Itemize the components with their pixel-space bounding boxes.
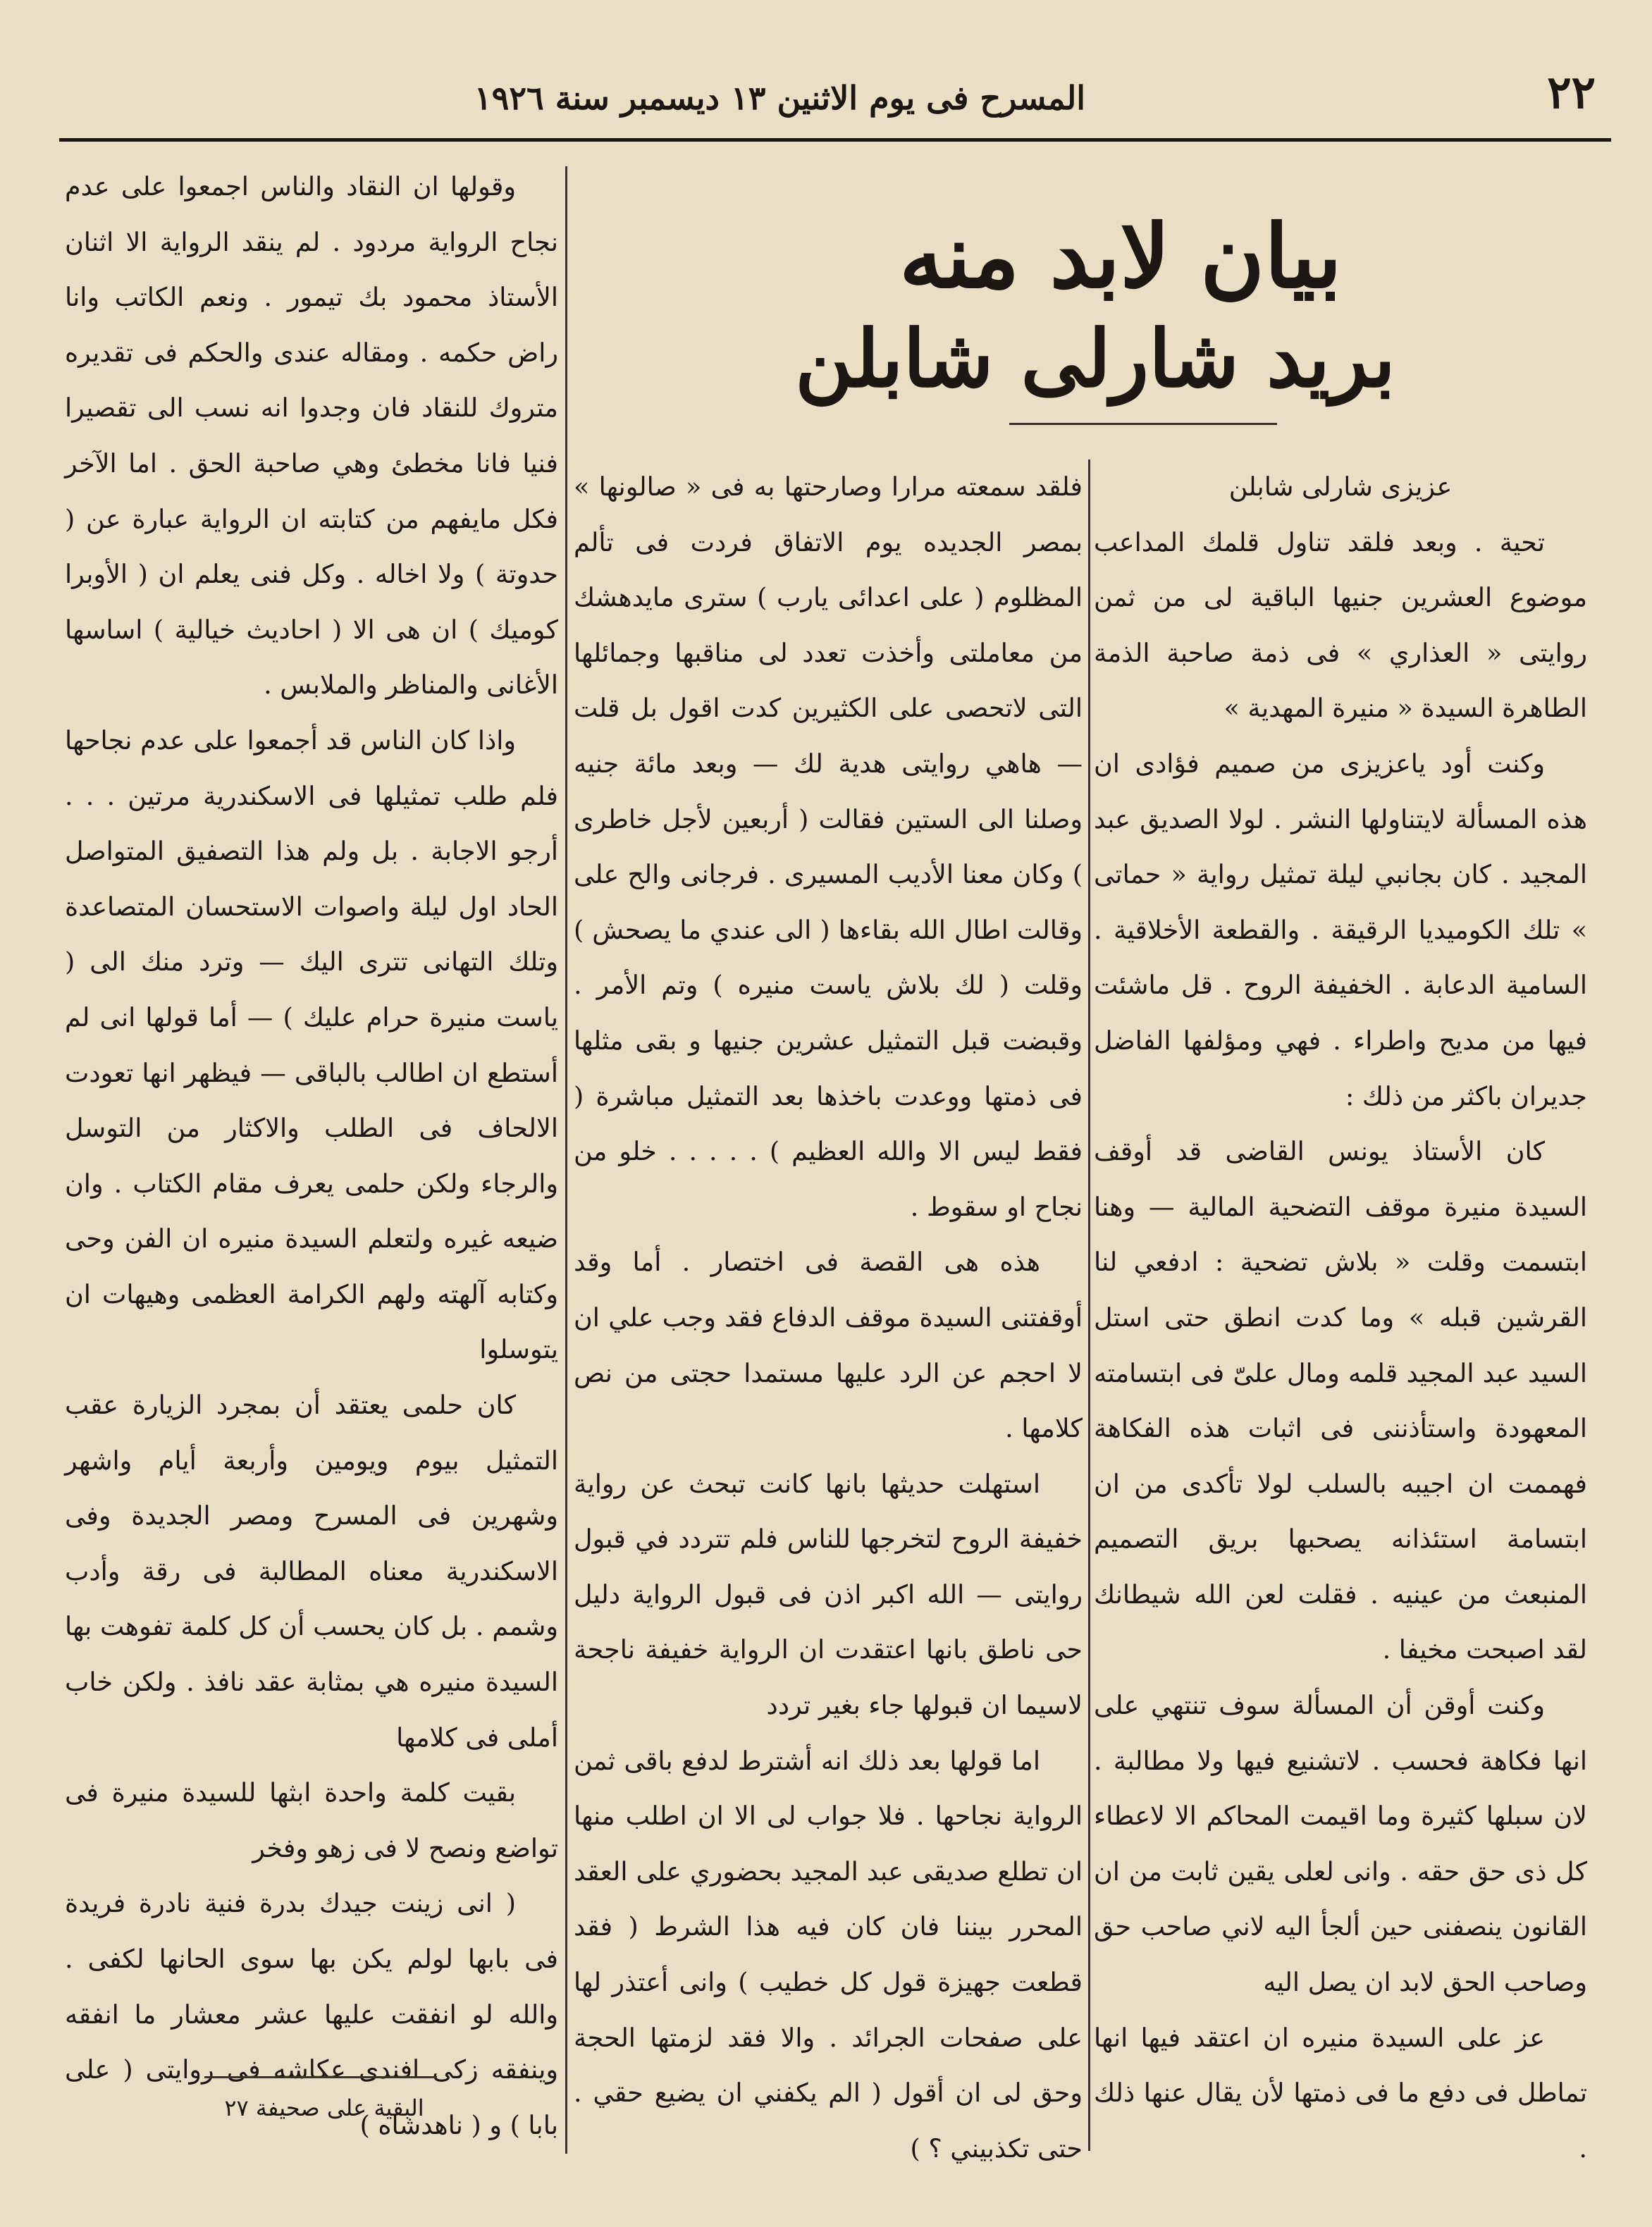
paragraph: بقيت كلمة واحدة ابثها للسيدة منيرة فى تواضع ونصح لا فى زهو وفخر	[65, 1777, 558, 1863]
article-subheadline: بريد شارلى شابلن	[795, 313, 1395, 405]
paragraph: وكنت أود ياعزيزى من صميم فؤادى ان هذه المسألة لايتناولها النشر . لولا الصديق عبد المجيد . كان بجانبي ليلة تمثيل رواية « حماتى » تلك الكوميديا الرقيقة . والقطعة الأخلاقية . السامية الدعابة . الخفيفة الروح . قل ماشئت فيها من مديح واطراء . فهي ومؤلفها الفاضل جديران باكثر من ذلك :	[1094, 748, 1587, 1111]
paragraph: ( انى زينت جيدك بدرة فنية نادرة فريدة فى بابها لولم يكن بها سوى الحانها لكفى . والله لو انفقت عليها عشر معشار ما انفقه وينفقه زكى افندى عكاشه فى روايتى ( على بابا ) و ( ناهدشاه )	[65, 1888, 558, 2140]
paragraph: تحية . وبعد فلقد تناول قلمك المداعب موضوع العشرين جنيها الباقية لى من ثمن روايتى « العذاري » فى ذمة صاحبة الذمة الطاهرة السيدة « منيرة المهدية »	[1094, 526, 1587, 724]
paragraph: استهلت حديثها بانها كانت تبحث عن رواية خفيفة الروح لتخرجها للناس فلم تتردد في قبول روايتى — الله اكبر اذن فى قبول الرواية دليل حى ناطق بانها اعتقدت ان الرواية خفيفة ناجحة لاسيما ان قبولها جاء بغير تردد	[574, 1468, 1083, 1721]
paragraph: كان حلمى يعتقد أن بمجرد الزيارة عقب التمثيل بيوم ويومين وأربعة أيام واشهر وشهرين فى المسرح ومصر الجديدة وفى الاسكندرية معناه المطالبة فى رقة وأدب وشمم . بل كان يحسب أن كل كلمة تفوهت بها السيدة منيره هي بمثابة عقد نافذ . ولكن خاب أملى فى كلامها	[65, 1390, 558, 1753]
page-number: ٢٢	[1547, 66, 1596, 119]
paragraph: عز على السيدة منيره ان اعتقد فيها انها تماطل فى دفع ما فى ذمتها لأن يقال عنها ذلك .	[1094, 2022, 1587, 2164]
paragraph: كان الأستاذ يونس القاضى قد أوقف السيدة منيرة موقف التضحية المالية — وهنا ابتسمت وقلت « بلاش تضحية : ادفعي لنا القرشين قبله » وما كدت انطق حتى استل السيد عبد المجيد قلمه ومال علىّ فى ابتسامته المعهودة واستأذننى فى اثبات هذه الفكاهة فهممت ان اجيبه بالسلب لولا تأكدى من ان ابتسامة استئذانه يصحبها بريق التصميم المنبعث من عينيه . فقلت لعن الله شيطانك لقد اصبحت مخيفا .	[1094, 1136, 1587, 1665]
running-head: المسرح فى يوم الاثنين ١٣ ديسمبر سنة ١٩٢٦	[474, 79, 1085, 117]
salutation: عزيزى شارلى شابلن	[1228, 471, 1453, 502]
paragraph: هذه هى القصة فى اختصار . أما وقد أوقفتنى السيدة موقف الدفاع فقد وجب علي ان لا احجم عن الرد عليها مستمدا حجتى من نص كلامها .	[574, 1247, 1083, 1444]
paragraph: وقولها ان النقاد والناس اجمعوا على عدم نجاح الرواية مردود . لم ينقد الرواية الا اثنان الأستاذ محمود بك تيمور . ونعم الكاتب وانا راض حكمه . ومقاله عندى والحكم فى تقديره متروك للنقاد فان وجدوا انه نسب الى تقصيرا فنيا فانا مخطئ وهي صاحبة الحق . اما الآخر فكل مايفهم من كتابته ان الرواية عبارة عن ( حدوتة ) ولا اخاله . وكل فنى يعلم ان ( الأوبرا كوميك ) ان هى الا ( احاديث خيالية ) اساسها الأغانى والمناظر والملابس .	[65, 171, 558, 701]
column-divider	[1088, 459, 1090, 2151]
headline-rule	[1009, 423, 1277, 425]
paragraph: اما قولها بعد ذلك انه أشترط لدفع باقى ثمن الرواية نجاحها . فلا جواب لى الا ان اطلب منها ان تطلع صديقى عبد المجيد بحضوري على العقد المحرر بيننا فان كان فيه هذا الشرط ( فقد قطعت جهيزة قول كل خطيب ) وانى أعتذر لها على صفحات الجرائد . والا فقد لزمتها الحجة وحق لى ان أقول ( الم يكفني ان يضيع حقي . حتى تكذبيني ؟ )	[574, 1745, 1083, 2164]
continued-note: البقية على صحيفة ٢٧	[224, 2095, 424, 2121]
article-column-middle	[574, 459, 1083, 2168]
article-headline: بيان لابد منه	[899, 206, 1342, 308]
paragraph: وكنت أوقن أن المسألة سوف تنتهي على انها فكاهة فحسب . لاتشنيع فيها ولا مطالبة . لان سبلها كثيرة وما اقيمت المحاكم الا لاعطاء كل ذى حق حقه . وانى لعلى يقين ثابت من ان القانون ينصفنى حين ألجأ اليه لاني صاحب حق وصاحب الحق لابد ان يصل اليه	[1094, 1690, 1587, 1998]
paragraph: واذا كان الناس قد أجمعوا على عدم نجاحها فلم طلب تمثيلها فى الاسكندرية مرتين . . . أرجو الاجابة . بل ولم هذا التصفيق المتواصل الحاد اول ليلة واصوات الاستحسان المتصاعدة وتلك التهانى تترى اليك — وترد منك الى ( ياست منيرة حرام عليك ) — أما قولها انى لم أستطع ان اطالب بالباقى — فيظهر انها تعودت الالحاف فى الطلب والاكثار من التوسل والرجاء ولكن حلمى يعرف مقام الكتاب . وان ضيعه غيره ولتعلم السيدة منيره ان الفن وحى وكتابه آلهته ولهم الكرامة العظمى وهيهات ان يتوسلوا	[65, 724, 558, 1365]
continuation-rule	[204, 2076, 437, 2078]
column-divider	[565, 166, 567, 2154]
article-column-right	[1094, 459, 1587, 2168]
header-rule	[59, 138, 1611, 142]
paragraph: فلقد سمعته مرارا وصارحتها به فى « صالونها » بمصر الجديده يوم الاتفاق فردت فى تألم المظلوم ( على اعدائى يارب ) سترى مايدهشك من معاملتى وأخذت تعدد لى مناقبها وجمائلها التى لاتحصى على الكثيرين كدت اقول بل قلت — هاهي روايتى هدية لك — وبعد مائة جنيه وصلنا الى الستين فقالت ( أربعين لأجل خاطرى ) وكان معنا الأديب المسيرى . فرجانى والح على وقالت اطال الله بقاءها ( الى عندي ما يصحش ) وقلت ( لك بلاش ياست منيره ) وتم الأمر . وقبضت قبل التمثيل عشرين جنيها و بقى مثلها فى ذمتها ووعدت باخذها بعد التمثيل مباشرة ( فقط ليس الا والله العظيم ) . . . . . خلو من نجاح او سقوط .	[574, 471, 1083, 1222]
